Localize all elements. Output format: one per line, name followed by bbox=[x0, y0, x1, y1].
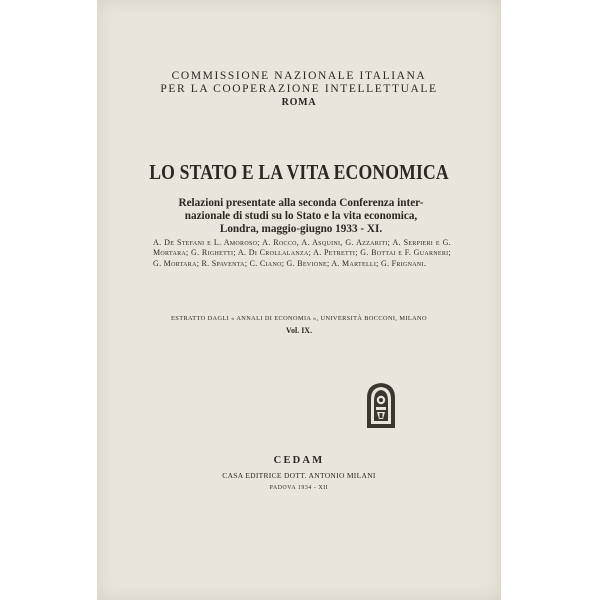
description-line: nazionale di studi su lo Stato e la vita economica, bbox=[184, 210, 418, 223]
header-line-2: PER LA COOPERAZIONE INTELLETTUALE bbox=[160, 83, 438, 95]
publisher-info bbox=[97, 455, 501, 491]
description-line: Relazioni presentate alla seconda Conferenza inter- bbox=[178, 197, 424, 209]
header-line-1: COMMISSIONE NAZIONALE ITALIANA bbox=[171, 70, 427, 82]
conference-description bbox=[141, 197, 461, 237]
volume-number: Vol. IX. bbox=[285, 326, 313, 335]
description-line: Londra, maggio-giugno 1933 - XI. bbox=[219, 223, 383, 236]
header bbox=[97, 70, 501, 109]
extract-source: ESTRATTO DAGLI « ANNALI DI ECONOMIA », UNIVERSITÀ BOCCONI, MILANO bbox=[171, 315, 427, 322]
extract-info bbox=[97, 315, 501, 335]
page-title: LO STATO E LA VITA ECONOMICA bbox=[149, 160, 449, 184]
book-title-page bbox=[97, 0, 501, 600]
publisher-name: CEDAM bbox=[273, 455, 325, 466]
header-city: ROMA bbox=[281, 97, 317, 108]
authors-list: A. De Stefani e L. Amoroso; A. Rocco, A. Asquini, G. Azzariti; A. Serpieri e G. Mortara; G. Righetti; A. Di Crollalanza; A. Petretti; G. Bottai e F. Guarneri; G. Mortara; R. Spaventa; C. Ciano; G. Bevione; A. Martelli; G. Frignani. bbox=[153, 238, 451, 268]
publisher-emblem-icon bbox=[364, 380, 398, 430]
publication-place: PADOVA 1934 - XII bbox=[269, 485, 329, 491]
publisher-house: CASA EDITRICE DOTT. ANTONIO MILANI bbox=[222, 471, 376, 480]
